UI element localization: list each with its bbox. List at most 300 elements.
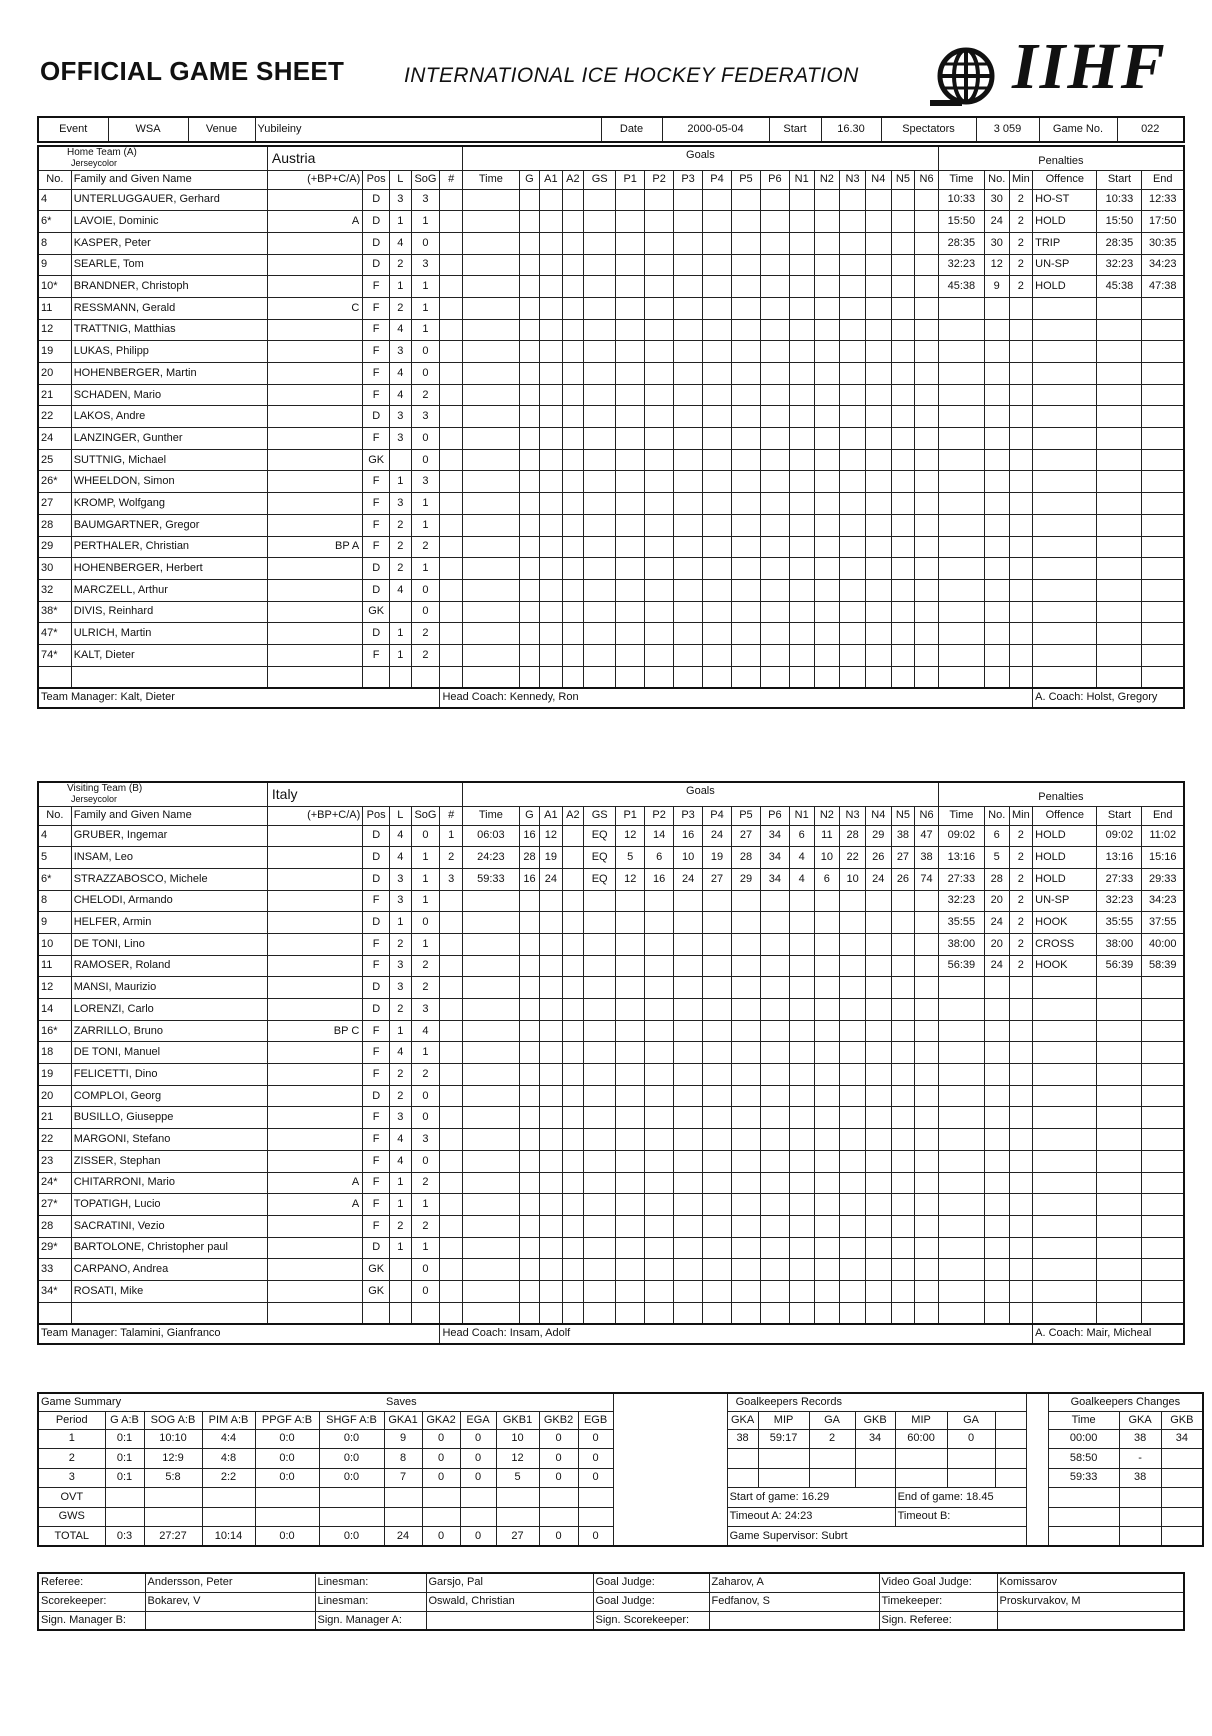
event-label: Event [38, 117, 108, 142]
penalty-end [1142, 471, 1184, 493]
goal-plus-player [703, 558, 732, 580]
goal-judge1-value: Zaharov, A [709, 1573, 879, 1592]
goal-plus-player [616, 211, 645, 233]
summary-gap [1026, 1507, 1048, 1527]
goal-time [462, 211, 519, 233]
penalty-player [984, 1042, 1009, 1064]
summary-cell: 5:8 [144, 1468, 202, 1488]
goal-plus-player [703, 999, 732, 1021]
player-name: COMPLOI, Georg [71, 1085, 267, 1107]
gk-record-header: GKB [855, 1411, 895, 1429]
goal-situation [584, 232, 616, 254]
goal-minus-player [840, 449, 866, 471]
goal-time [462, 189, 519, 211]
goal-scorer [519, 933, 539, 955]
goal-scorer [519, 254, 539, 276]
penalty-minutes [1009, 999, 1033, 1021]
goal-plus-player [674, 955, 703, 977]
goal-minus-player [865, 1129, 891, 1151]
gk-record-value: 60:00 [895, 1429, 947, 1449]
penalty-offence [1033, 449, 1097, 471]
penalty-offence: HOLD [1033, 868, 1097, 890]
goal-minus-player [865, 912, 891, 934]
goal-minus-player [814, 1129, 840, 1151]
goal-minus-player [915, 232, 939, 254]
goal-plus-player [645, 601, 674, 623]
goal-assist1 [540, 384, 563, 406]
goal-scorer [519, 977, 539, 999]
team-label: Home Team (A) [67, 147, 137, 159]
player-number: 14 [38, 999, 71, 1021]
goal-minus-player: 24 [865, 868, 891, 890]
player-name: LORENZI, Carlo [71, 999, 267, 1021]
goal-minus-player [915, 977, 939, 999]
summary-cell [202, 1488, 255, 1508]
goal-plus-player [760, 384, 789, 406]
goal-minus-player [814, 1172, 840, 1194]
goal-minus-player [915, 471, 939, 493]
col-gs: GS [584, 806, 616, 825]
penalty-offence [1033, 999, 1097, 1021]
goal-minus-player [840, 1085, 866, 1107]
goal-minus-player [915, 341, 939, 363]
goal-number [440, 1107, 463, 1129]
player-name: TRATTNIG, Matthias [71, 319, 267, 341]
goal-minus-player [814, 514, 840, 536]
goal-assist1 [540, 1172, 563, 1194]
goal-assist2 [562, 1194, 583, 1216]
player-line: 1 [390, 1237, 411, 1259]
penalty-time: 28:35 [938, 232, 984, 254]
summary-cell: 0:0 [255, 1449, 319, 1469]
goal-minus-player [865, 254, 891, 276]
goal-time [462, 579, 519, 601]
goal-plus-player [645, 1237, 674, 1259]
summary-cell: OVT [38, 1488, 105, 1508]
goal-minus-player [814, 977, 840, 999]
goal-scorer [519, 666, 539, 688]
player-row [38, 1107, 1184, 1129]
penalty-player [984, 1237, 1009, 1259]
goal-minus-player [814, 912, 840, 934]
goal-assist2 [562, 999, 583, 1021]
goal-plus-player [703, 1237, 732, 1259]
goal-number [440, 666, 463, 688]
goal-plus-player [703, 493, 732, 515]
player-name: RESSMANN, Gerald [71, 297, 267, 319]
date-label: Date [601, 117, 662, 142]
goal-minus-player [789, 890, 814, 912]
goal-time [462, 1107, 519, 1129]
player-role [267, 1064, 362, 1086]
col-pos: Pos [363, 170, 390, 189]
penalty-player: 24 [984, 912, 1009, 934]
penalty-minutes [1009, 1280, 1033, 1302]
player-row [38, 428, 1184, 450]
goal-minus-player [865, 1237, 891, 1259]
goal-minus-player [891, 890, 915, 912]
goal-scorer [519, 1280, 539, 1302]
goal-situation [584, 623, 616, 645]
goal-plus-player [703, 514, 732, 536]
gk-change-blank [1161, 1527, 1203, 1547]
goal-minus-player [865, 1150, 891, 1172]
goal-assist1: 19 [540, 847, 563, 869]
spectators-value: 3 059 [976, 117, 1039, 142]
goal-number [440, 933, 463, 955]
penalty-time [938, 1107, 984, 1129]
goal-situation [584, 297, 616, 319]
player-number: 21 [38, 1107, 71, 1129]
goal-minus-player [891, 558, 915, 580]
col-p6: P6 [760, 170, 789, 189]
goal-scorer [519, 1129, 539, 1151]
penalty-end [1142, 644, 1184, 666]
goal-assist1 [540, 1302, 563, 1324]
gk-change-blank [1161, 1507, 1203, 1527]
player-number: 4 [38, 825, 71, 847]
goal-plus-player: 16 [645, 868, 674, 890]
penalty-offence [1033, 363, 1097, 385]
col-gs: GS [584, 170, 616, 189]
player-line: 2 [390, 1215, 411, 1237]
goal-plus-player [645, 1150, 674, 1172]
goal-plus-player [674, 890, 703, 912]
summary-cell [539, 1507, 578, 1527]
gk-change-value: 00:00 [1048, 1429, 1119, 1449]
summary-gap [613, 1527, 727, 1547]
goal-assist1 [540, 955, 563, 977]
player-name: BUSILLO, Giuseppe [71, 1107, 267, 1129]
goal-minus-player [840, 1194, 866, 1216]
goal-minus-player [865, 211, 891, 233]
globe-icon [928, 40, 1008, 112]
col-n3: N3 [840, 806, 866, 825]
penalty-minutes [1009, 297, 1033, 319]
goal-assist1 [540, 1129, 563, 1151]
player-number: 10* [38, 276, 71, 298]
penalty-time [938, 471, 984, 493]
penalty-end [1142, 319, 1184, 341]
goal-plus-player [703, 232, 732, 254]
goal-minus-player [915, 1194, 939, 1216]
penalty-end [1142, 1194, 1184, 1216]
goal-assist1 [540, 579, 563, 601]
goal-minus-player [840, 319, 866, 341]
player-role [267, 1302, 362, 1324]
penalty-player [984, 1085, 1009, 1107]
goal-minus-player: 38 [891, 825, 915, 847]
goal-assist1 [540, 1259, 563, 1281]
summary-cell: 4:8 [202, 1449, 255, 1469]
player-row [38, 297, 1184, 319]
penalty-time [938, 579, 984, 601]
goal-minus-player [789, 601, 814, 623]
player-number: 28 [38, 1215, 71, 1237]
player-number: 16* [38, 1020, 71, 1042]
penalty-time [938, 1302, 984, 1324]
player-row [38, 1085, 1184, 1107]
player-position: F [363, 933, 390, 955]
goal-plus-player [645, 1020, 674, 1042]
goal-minus-player [840, 1042, 866, 1064]
goal-number [440, 1280, 463, 1302]
goal-plus-player [731, 1259, 760, 1281]
penalty-player [984, 297, 1009, 319]
goal-minus-player [891, 955, 915, 977]
goal-situation [584, 1280, 616, 1302]
goal-number [440, 1064, 463, 1086]
summary-cell [384, 1488, 422, 1508]
penalty-minutes [1009, 1302, 1033, 1324]
goal-situation: EQ [584, 847, 616, 869]
col-n1: N1 [789, 806, 814, 825]
goal-situation [584, 912, 616, 934]
penalty-minutes: 2 [1009, 232, 1033, 254]
player-name: TOPATIGH, Lucio [71, 1194, 267, 1216]
team-manager: Team Manager: Talamini, Gianfranco [38, 1324, 440, 1344]
penalty-player [984, 514, 1009, 536]
player-role [267, 1150, 362, 1172]
referee-label: Referee: [38, 1573, 145, 1592]
summary-gap [613, 1393, 727, 1411]
goal-minus-player [865, 623, 891, 645]
scorekeeper-value: Bokarev, V [145, 1592, 315, 1611]
player-role [267, 579, 362, 601]
goal-minus-player: 11 [814, 825, 840, 847]
timeout-b: Timeout B: [895, 1507, 1026, 1527]
player-line: 2 [390, 558, 411, 580]
player-line: 4 [390, 847, 411, 869]
goal-plus-player [703, 1280, 732, 1302]
player-row [38, 999, 1184, 1021]
goal-plus-player [616, 471, 645, 493]
player-position: D [363, 623, 390, 645]
sign-scorekeeper-field[interactable] [709, 1611, 879, 1630]
goal-minus-player [891, 644, 915, 666]
goal-time [462, 319, 519, 341]
goals-header: Goals [462, 146, 938, 170]
player-line: 1 [390, 1194, 411, 1216]
penalty-end [1142, 579, 1184, 601]
penalty-start: 32:23 [1097, 254, 1142, 276]
goal-assist2 [562, 1085, 583, 1107]
goal-time [462, 912, 519, 934]
penalty-player [984, 536, 1009, 558]
goal-scorer [519, 623, 539, 645]
goal-minus-player [915, 384, 939, 406]
summary-gap [1026, 1527, 1048, 1547]
col-goal-no: # [440, 170, 463, 189]
goal-plus-player [731, 514, 760, 536]
player-sog: 1 [411, 514, 440, 536]
penalty-time: 32:23 [938, 254, 984, 276]
player-line: 4 [390, 1129, 411, 1151]
goal-minus-player [915, 276, 939, 298]
goal-scorer: 16 [519, 868, 539, 890]
goal-plus-player [674, 579, 703, 601]
summary-cell [422, 1507, 460, 1527]
goal-plus-player [645, 276, 674, 298]
penalty-offence [1033, 536, 1097, 558]
summary-cell: 0 [539, 1527, 578, 1547]
gk-record-blank [855, 1449, 895, 1469]
player-row [38, 449, 1184, 471]
goal-plus-player [674, 254, 703, 276]
summary-col-header: EGB [578, 1411, 613, 1429]
goal-assist1: 12 [540, 825, 563, 847]
goal-minus-player [891, 493, 915, 515]
summary-cell: 12:9 [144, 1449, 202, 1469]
penalty-end: 12:33 [1142, 189, 1184, 211]
goal-minus-player [865, 341, 891, 363]
goal-minus-player [814, 955, 840, 977]
goal-plus-player [760, 1215, 789, 1237]
goal-minus-player [789, 933, 814, 955]
goal-plus-player [616, 601, 645, 623]
player-row [38, 955, 1184, 977]
goal-minus-player [814, 1042, 840, 1064]
summary-cell [255, 1507, 319, 1527]
goal-plus-player [731, 1064, 760, 1086]
goal-minus-player: 4 [789, 847, 814, 869]
goal-plus-player [616, 1064, 645, 1086]
goal-assist2 [562, 890, 583, 912]
goal-number [440, 1302, 463, 1324]
penalty-minutes [1009, 514, 1033, 536]
player-sog [411, 666, 440, 688]
goal-minus-player: 74 [915, 868, 939, 890]
goal-assist2 [562, 1150, 583, 1172]
goal-assist2 [562, 341, 583, 363]
penalty-end [1142, 363, 1184, 385]
player-role: A [267, 211, 362, 233]
goal-minus-player [915, 211, 939, 233]
goal-minus-player [789, 644, 814, 666]
sign-manager-a-field[interactable] [426, 1611, 593, 1630]
venue-label: Venue [188, 117, 255, 142]
player-line: 2 [390, 514, 411, 536]
goal-scorer [519, 297, 539, 319]
goal-plus-player [616, 666, 645, 688]
goal-plus-player [645, 536, 674, 558]
goal-plus-player [731, 890, 760, 912]
player-number: 22 [38, 406, 71, 428]
penalty-start [1097, 1172, 1142, 1194]
player-name: HOHENBERGER, Martin [71, 363, 267, 385]
gk-record-header: GA [809, 1411, 855, 1429]
penalty-offence [1033, 1280, 1097, 1302]
goal-scorer [519, 471, 539, 493]
gk-change-value: 38 [1119, 1429, 1161, 1449]
sign-referee-field[interactable] [997, 1611, 1184, 1630]
penalty-time [938, 1194, 984, 1216]
summary-cell: 0 [460, 1429, 496, 1449]
player-sog: 0 [411, 825, 440, 847]
goal-minus-player [891, 297, 915, 319]
goal-minus-player [840, 1064, 866, 1086]
goal-plus-player [674, 644, 703, 666]
goal-minus-player [789, 558, 814, 580]
penalty-minutes [1009, 536, 1033, 558]
goal-plus-player [731, 428, 760, 450]
summary-cell: 0 [578, 1429, 613, 1449]
goal-minus-player [891, 232, 915, 254]
goal-minus-player [865, 666, 891, 688]
goal-assist2 [562, 825, 583, 847]
goal-time [462, 1194, 519, 1216]
penalty-offence [1033, 1237, 1097, 1259]
goal-plus-player [703, 363, 732, 385]
goal-minus-player [865, 1020, 891, 1042]
goal-minus-player [814, 579, 840, 601]
goal-plus-player [674, 406, 703, 428]
goal-plus-player [760, 1280, 789, 1302]
goal-plus-player [760, 319, 789, 341]
col-offence: Offence [1033, 170, 1097, 189]
goal-minus-player [814, 341, 840, 363]
goal-plus-player: 6 [645, 847, 674, 869]
penalty-player: 24 [984, 955, 1009, 977]
penalty-player: 30 [984, 232, 1009, 254]
penalty-offence [1033, 319, 1097, 341]
goal-minus-player [865, 276, 891, 298]
player-sog: 2 [411, 1172, 440, 1194]
penalty-end [1142, 623, 1184, 645]
summary-cell: 0:0 [255, 1468, 319, 1488]
goal-minus-player [915, 558, 939, 580]
goal-minus-player [789, 319, 814, 341]
goal-situation [584, 536, 616, 558]
goal-plus-player [674, 493, 703, 515]
goal-plus-player [674, 666, 703, 688]
player-name: FELICETTI, Dino [71, 1064, 267, 1086]
goal-number [440, 514, 463, 536]
player-number: 25 [38, 449, 71, 471]
goal-time [462, 514, 519, 536]
goal-minus-player [840, 558, 866, 580]
col-a1: A1 [540, 806, 563, 825]
penalty-end: 34:23 [1142, 890, 1184, 912]
goal-plus-player [760, 493, 789, 515]
goal-time [462, 1085, 519, 1107]
goal-situation: EQ [584, 868, 616, 890]
event-info [37, 116, 1185, 143]
goal-minus-player [915, 623, 939, 645]
goal-time [462, 644, 519, 666]
goal-assist1 [540, 254, 563, 276]
goal-number [440, 449, 463, 471]
sign-manager-b-field[interactable] [145, 1611, 315, 1630]
goal-plus-player [703, 1042, 732, 1064]
goal-scorer [519, 406, 539, 428]
venue-value: Yubileiny [255, 117, 601, 142]
player-sog: 1 [411, 1194, 440, 1216]
goal-plus-player [760, 623, 789, 645]
goal-assist1 [540, 232, 563, 254]
col-sog: SoG [411, 170, 440, 189]
gk-change-value: 59:33 [1048, 1468, 1119, 1488]
player-role [267, 1107, 362, 1129]
goal-plus-player [760, 232, 789, 254]
goal-minus-player [915, 1172, 939, 1194]
team-label: Visiting Team (B) [67, 783, 143, 795]
goal-situation [584, 1107, 616, 1129]
goal-minus-player [915, 493, 939, 515]
penalty-time: 35:55 [938, 912, 984, 934]
goal-minus-player: 10 [840, 868, 866, 890]
goal-minus-player [814, 601, 840, 623]
